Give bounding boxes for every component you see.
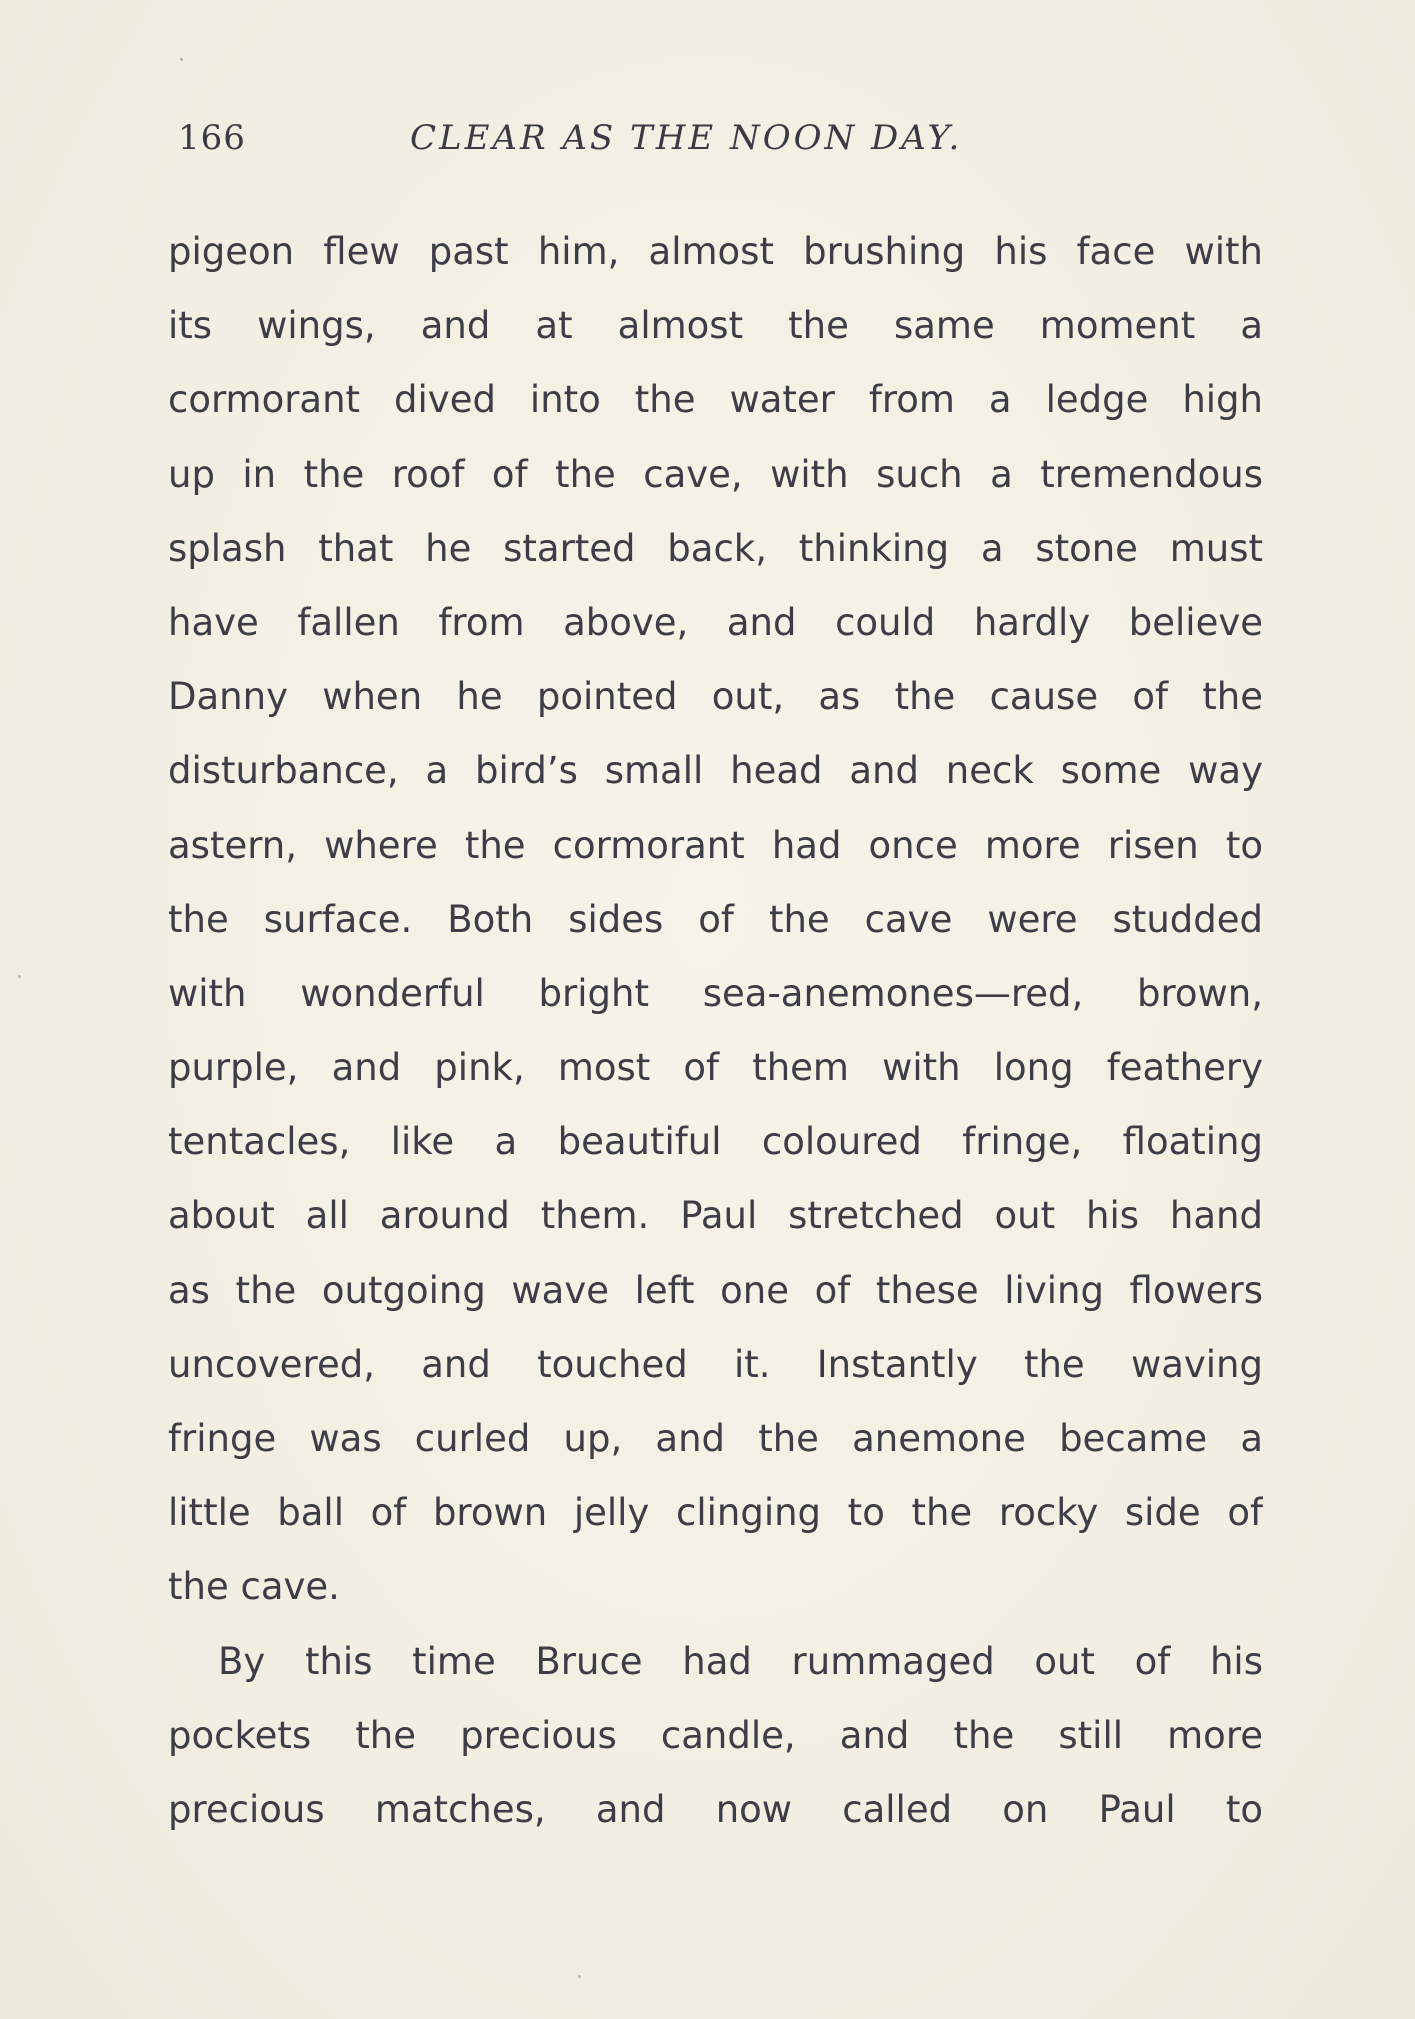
text-line: Danny when he pointed out, as the cause of the bbox=[168, 675, 1263, 719]
paper-speck bbox=[180, 58, 183, 61]
paper-speck bbox=[578, 1975, 581, 1978]
running-head bbox=[168, 118, 1263, 168]
text-line: about all around them. Paul stretched out his hand bbox=[168, 1194, 1263, 1238]
text-line: By this time Bruce had rummaged out of his bbox=[218, 1639, 1263, 1683]
text-line: astern, where the cormorant had once more risen to bbox=[168, 823, 1263, 867]
body-text bbox=[168, 215, 1263, 1847]
text-line: splash that he started back, thinking a stone must bbox=[168, 526, 1263, 570]
text-line: little ball of brown jelly clinging to the rocky side of bbox=[168, 1491, 1263, 1535]
text-line: pockets the precious candle, and the still more bbox=[168, 1713, 1263, 1757]
text-line: cormorant dived into the water from a ledge high bbox=[168, 378, 1263, 422]
paragraph-1 bbox=[168, 215, 1263, 1625]
text-line: have fallen from above, and could hardly believe bbox=[168, 600, 1263, 644]
text-line: the cave. bbox=[168, 1565, 340, 1609]
text-line: uncovered, and touched it. Instantly the waving bbox=[168, 1342, 1263, 1386]
text-line: disturbance, a bird’s small head and neck some way bbox=[168, 749, 1263, 793]
text-line: its wings, and at almost the same moment a bbox=[168, 304, 1263, 348]
text-line: fringe was curled up, and the anemone became a bbox=[168, 1417, 1263, 1460]
paper-speck bbox=[18, 975, 21, 978]
text-line: tentacles, like a beautiful coloured fringe, floating bbox=[168, 1120, 1263, 1164]
text-line: pigeon flew past him, almost brushing his face with bbox=[168, 230, 1263, 273]
text-line: with wonderful bright sea-anemones—red, brown, bbox=[168, 971, 1263, 1015]
text-line: the surface. Both sides of the cave were studded bbox=[168, 897, 1263, 941]
text-line: up in the roof of the cave, with such a tremendous bbox=[168, 452, 1263, 496]
text-line: as the outgoing wave left one of these living flowers bbox=[168, 1268, 1263, 1312]
paragraph-2 bbox=[168, 1625, 1263, 1848]
running-title: CLEAR AS THE NOON DAY. bbox=[410, 118, 963, 158]
text-line: purple, and pink, most of them with long feathery bbox=[168, 1046, 1263, 1090]
page-number: 166 bbox=[178, 118, 246, 158]
text-line: precious matches, and now called on Paul to bbox=[168, 1787, 1263, 1831]
